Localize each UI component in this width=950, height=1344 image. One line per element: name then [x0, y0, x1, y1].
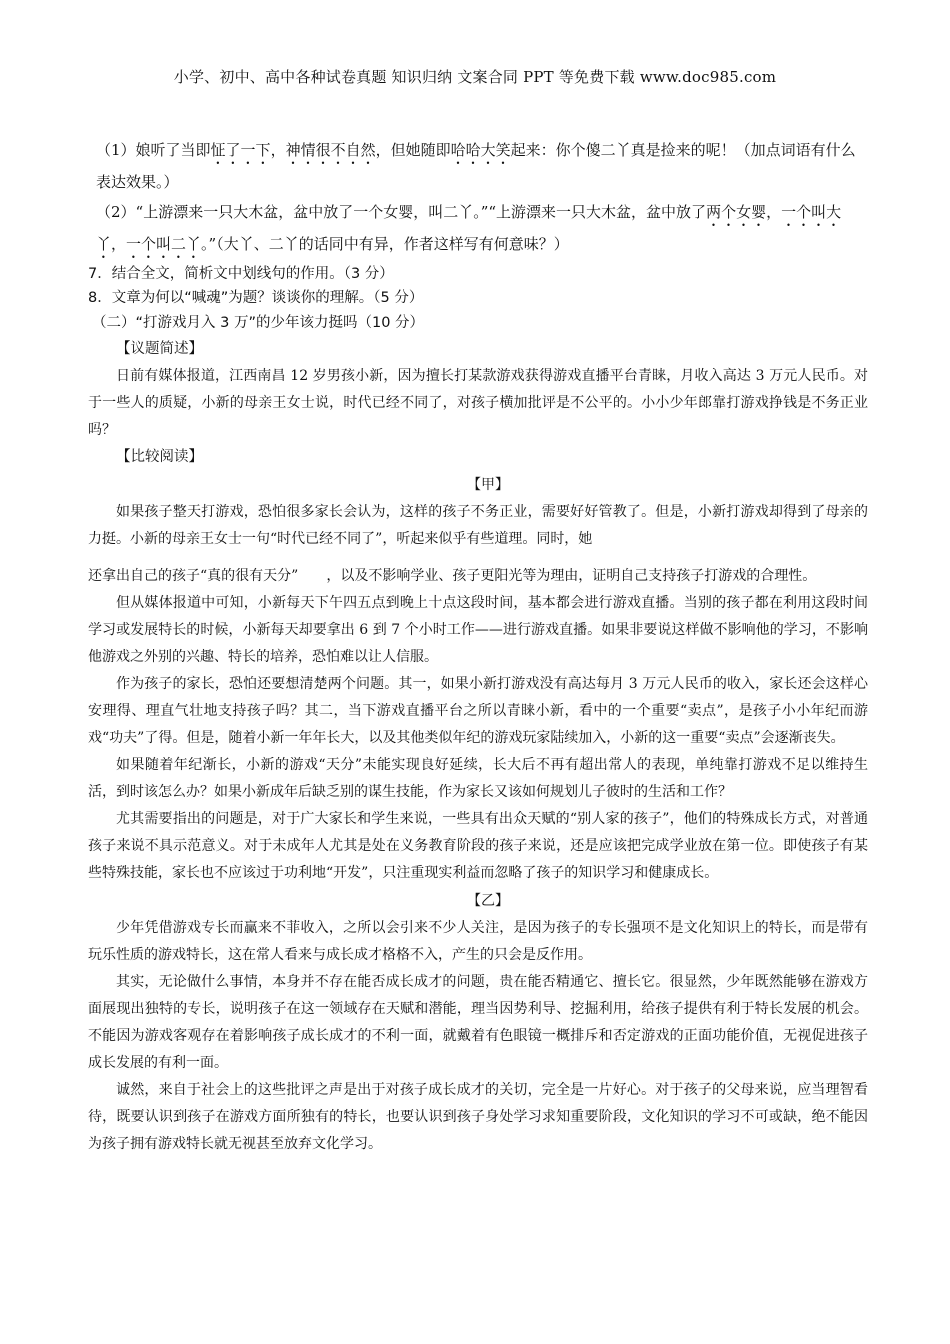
compare-tag: 【比较阅读】: [116, 449, 203, 465]
yi-paragraph-3: 诚然，来自于社会上的这些批评之声是出于对孩子成长成才的关切，完全是一片好心。对于孩子的父母来说，应当理智看待，既要认识到孩子在游戏方面所独有的特长，也要认识到孩子身处学习求知重要阶段，文化知识的学习不可或缺，绝不能因为孩子拥有游戏特长就无视甚至放弃文化学习。: [88, 1082, 868, 1152]
yi-paragraph-1: 少年凭借游戏专长而赢来不菲收入，之所以会引来不少人关注，是因为孩子的专长强项不是文化知识上的特长，而是带有玩乐性质的游戏特长，这在常人看来与成长成才格格不入，产生的只会是反作用。: [88, 920, 868, 963]
q6-item1-text: （1）娘听了当即: [96, 141, 211, 159]
dotted-phrase: 哈哈大笑: [450, 141, 511, 159]
q6-item2-question: （大丫、二丫的话同中有异，作者这样写有何意味？）: [216, 235, 569, 253]
brief-paragraph: 日前有媒体报道，江西南昌 12 岁男孩小新，因为擅长打某款游戏获得游戏直播平台青睐，月收入高达 3 万元人民币。对于一些人的质疑，小新的母亲王女士说，时代已经不同了，对孩子横加批评是不公平的。小小少年郎靠打游戏挣钱是不务正业吗？: [88, 368, 868, 438]
jia-paragraph-5: 尤其需要指出的问题是，对于广大家长和学生来说，一些具有出众天赋的“别人家的孩子”，他们的特殊成长方式，对普通孩子来说不具示范意义。对于未成年人尤其是处在义务教育阶段的孩子来说，还是应该把完成学业放在第一位。即使孩子有某些特殊技能，家长也不应该过于功利地“开发”，只注重现实利益而忽略了孩子的知识学习和健康成长。: [88, 811, 868, 881]
jia-paragraph-2: 但从媒体报道中可知，小新每天下午四五点到晚上十点这段时间，基本都会进行游戏直播。当别的孩子都在利用这段时间学习或发展特长的时候，小新每天却要拿出 6 到 7 个小时工作——进行游戏直播。如果非要说这样做不影响他的学习，不影响他游戏之外别的兴趣、特长的培养，恐怕难以让人信服。: [88, 595, 868, 665]
jia-paragraph-4: 如果随着年纪渐长，小新的游戏“天分”未能实现良好延续，长大后不再有超出常人的表现，单纯靠打游戏不足以维持生活，到时该怎么办？如果小新成年后缺乏别的谋生技能，作为家长又该如何规划儿子彼时的生活和工作？: [88, 757, 868, 800]
section-2-title: （二）“打游戏月入 3 万”的少年该力挺吗（10 分）: [92, 315, 425, 331]
question-8: 8．文章为何以“喊魂”为题？谈谈你的理解。（5 分）: [88, 290, 424, 306]
dotted-phrase: 怔了一下: [210, 141, 271, 159]
jia-paragraph-1: 如果孩子整天打游戏，恐怕很多家长会认为，这样的孩子不务正业，需要好好管教了。但是，小新打游戏却得到了母亲的力挺。小新的母亲王女士一句“时代已经不同了”，听起来似乎有些道理。同时，她: [88, 504, 868, 547]
question-7: 7．结合全文，简析文中划线句的作用。（3 分）: [88, 266, 394, 282]
question-6-item-1: [88, 136, 868, 196]
question-6-item-2: [88, 198, 868, 262]
dotted-phrase: 一个叫大丫，一个叫二丫: [96, 203, 842, 253]
q6-item1-question: （加点词语有什么表达效果。）: [96, 141, 856, 191]
jia-paragraph-3: 作为孩子的家长，恐怕还要想清楚两个问题。其一，如果小新打游戏没有高达每月 3 万元人民币的收入，家长还会这样心安理得、理直气壮地支持孩子吗？其二，当下游戏直播平台之所以青睐小新，看中的一个重要“卖点”，是孩子小小年纪而游戏“功夫”了得。但是，随着小新一年年长大，以及其他类似年纪的游戏玩家陆续加入，小新的这一重要“卖点”会逐渐丧失。: [88, 676, 868, 746]
dotted-phrase: 两个女婴: [706, 203, 767, 221]
page-header: 小学、初中、高中各种试卷真题 知识归纳 文案合同 PPT 等免费下载 www.doc985.com: [173, 68, 777, 86]
q6-item1-text: ，: [270, 141, 286, 159]
q6-item2-text: （2）“上游漂来一只大木盆，盆中放了一个女婴，叫二丫。”“上游漂来一只大木盆，盆中放了: [96, 203, 707, 221]
q6-item2-text: ，: [766, 203, 782, 221]
jia-label: 【甲】: [467, 477, 509, 493]
document-body: [88, 136, 868, 1158]
jia-paragraph-1-cont: 还拿出自己的孩子“真的很有天分” ，以及不影响学业、孩子更阳光等为理由，证明自己支持孩子打游戏的合理性。: [88, 568, 817, 584]
brief-tag: 【议题简述】: [116, 341, 203, 357]
yi-label: 【乙】: [467, 893, 509, 909]
q6-item2-text: 。”: [201, 235, 217, 253]
yi-paragraph-2: 其实，无论做什么事情，本身并不存在能否成长成才的问题，贵在能否精通它、擅长它。很显然，少年既然能够在游戏方面展现出独特的专长，说明孩子在这一领域存在天赋和潜能，理当因势利导、挖掘利用，给孩子提供有利于特长发展的机会。不能因为游戏客观存在着影响孩子成长成才的不利一面，就戴着有色眼镜一概排斥和否定游戏的正面功能价值，无视促进孩子成长发展的有利一面。: [88, 974, 868, 1071]
q6-item1-text: ，但她随即: [375, 141, 451, 159]
q6-item1-text: 起来：你个傻二丫真是捡来的呢！: [510, 141, 736, 159]
spacer: [88, 553, 868, 563]
dotted-phrase: 神情很不自然: [285, 141, 376, 159]
